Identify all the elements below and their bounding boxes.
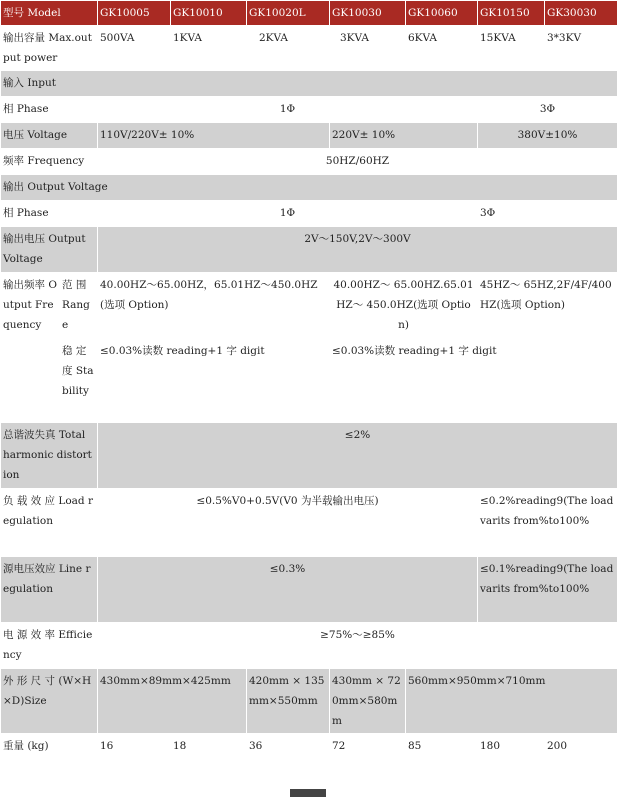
input-phase-single: 1Φ bbox=[98, 97, 478, 123]
output-phase-single: 1Φ bbox=[98, 201, 478, 227]
output-section-row bbox=[1, 175, 618, 201]
efficiency-label: 电 源 效 率 Efficiency bbox=[1, 623, 98, 669]
efficiency-row bbox=[1, 623, 618, 669]
efficiency-value: ≥75%～≥85% bbox=[98, 623, 618, 669]
line-regulation-label: 源电压效应 Line regulation bbox=[1, 557, 98, 623]
output-phase-row bbox=[1, 201, 618, 227]
dimensions-value: 430mm × 720mm×580mm bbox=[330, 669, 406, 734]
capacity-value: 1KVA bbox=[171, 26, 247, 71]
load-regulation-row bbox=[1, 489, 618, 557]
input-phase-label: 相 Phase bbox=[1, 97, 98, 123]
output-stability-row bbox=[1, 339, 618, 423]
stability-label: 稳 定度 Stability bbox=[60, 339, 98, 423]
capacity-value: 6KVA bbox=[406, 26, 478, 71]
dimensions-value: 420mm × 135mm×550mm bbox=[247, 669, 330, 734]
weight-value: 200 bbox=[545, 734, 618, 792]
range-value: 40.00HZ～65.00HZ，65.01HZ～450.0HZ(选项 Option) bbox=[98, 273, 330, 339]
input-frequency-label: 频率 Frequency bbox=[1, 149, 98, 175]
output-section-title: 输出 Output Voltage bbox=[1, 175, 618, 201]
input-frequency-value: 50HZ/60HZ bbox=[98, 149, 618, 175]
model-label: 型号 Model bbox=[1, 1, 98, 26]
output-voltage-value: 2V～150V,2V～300V bbox=[98, 227, 618, 273]
line-regulation-row bbox=[1, 557, 618, 623]
dimensions-value: 560mm×950mm×710mm bbox=[406, 669, 618, 734]
output-capacity-row bbox=[1, 26, 618, 71]
thd-row bbox=[1, 423, 618, 489]
load-regulation-label: 负 载 效 应 Load regulation bbox=[1, 489, 98, 557]
weight-value: 85 bbox=[406, 734, 478, 792]
weight-value: 72 bbox=[330, 734, 406, 792]
capacity-value: 2KVA bbox=[247, 26, 330, 71]
weight-row bbox=[1, 734, 618, 792]
input-voltage-value: 220V± 10% bbox=[330, 123, 478, 149]
model-gk10020l: GK10020L bbox=[247, 1, 330, 26]
model-gk10005: GK10005 bbox=[98, 1, 171, 26]
weight-label: 重量 (kg) bbox=[1, 734, 98, 792]
scroll-thumb[interactable] bbox=[290, 789, 326, 797]
capacity-value: 3*3KV bbox=[545, 26, 618, 71]
capacity-value: 500VA bbox=[98, 26, 171, 71]
model-gk10150: GK10150 bbox=[478, 1, 545, 26]
capacity-value: 15KVA bbox=[478, 26, 545, 71]
line-regulation-value: ≤0.3% bbox=[98, 557, 478, 623]
input-voltage-value: 380V±10% bbox=[478, 123, 618, 149]
input-phase-row bbox=[1, 97, 618, 123]
output-voltage-label: 输出电压 Output Voltage bbox=[1, 227, 98, 273]
dimensions-label: 外 形 尺 寸 (W×H×D)Size bbox=[1, 669, 98, 734]
output-voltage-row bbox=[1, 227, 618, 273]
output-phase-three: 3Φ bbox=[478, 201, 618, 227]
load-regulation-value: ≤0.5%V0+0.5V(V0 为半载输出电压) bbox=[98, 489, 478, 557]
range-value: 45HZ～ 65HZ,2F/4F/400HZ(选项 Option) bbox=[478, 273, 618, 339]
input-frequency-row bbox=[1, 149, 618, 175]
input-phase-three: 3Φ bbox=[478, 97, 618, 123]
output-capacity-label: 输出容量 Max.output power bbox=[1, 26, 98, 71]
output-range-row bbox=[1, 273, 618, 339]
range-value: 40.00HZ～ 65.00HZ.65.01HZ～ 450.0HZ(选项 Option) bbox=[330, 273, 478, 339]
weight-value: 180 bbox=[478, 734, 545, 792]
thd-label: 总谐波失真 Total harmonic distortion bbox=[1, 423, 98, 489]
output-phase-label: 相 Phase bbox=[1, 201, 98, 227]
output-frequency-label: 输出频率 Output Frequency bbox=[1, 273, 60, 423]
weight-value: 36 bbox=[247, 734, 330, 792]
thd-value: ≤2% bbox=[98, 423, 618, 489]
range-label: 范 围 Range bbox=[60, 273, 98, 339]
stability-value: ≤0.03%读数 reading+1 字 digit bbox=[330, 339, 618, 423]
model-gk30030: GK30030 bbox=[545, 1, 618, 26]
load-regulation-value: ≤0.2%reading9(The load varits from%to100% bbox=[478, 489, 618, 557]
input-voltage-row bbox=[1, 123, 618, 149]
dimensions-value: 430mm×89mm×425mm bbox=[98, 669, 247, 734]
model-gk10030: GK10030 bbox=[330, 1, 406, 26]
header-row bbox=[1, 1, 618, 26]
model-gk10010: GK10010 bbox=[171, 1, 247, 26]
input-voltage-label: 电压 Voltage bbox=[1, 123, 98, 149]
stability-value: ≤0.03%读数 reading+1 字 digit bbox=[98, 339, 330, 423]
input-voltage-value: 110V/220V± 10% bbox=[98, 123, 330, 149]
model-gk10060: GK10060 bbox=[406, 1, 478, 26]
line-regulation-value: ≤0.1%reading9(The load varits from%to100% bbox=[478, 557, 618, 623]
weight-value: 18 bbox=[171, 734, 247, 792]
capacity-value: 3KVA bbox=[330, 26, 406, 71]
input-section-title: 输入 Input bbox=[1, 71, 618, 97]
weight-value: 16 bbox=[98, 734, 171, 792]
input-section-row bbox=[1, 71, 618, 97]
dimensions-row bbox=[1, 669, 618, 734]
